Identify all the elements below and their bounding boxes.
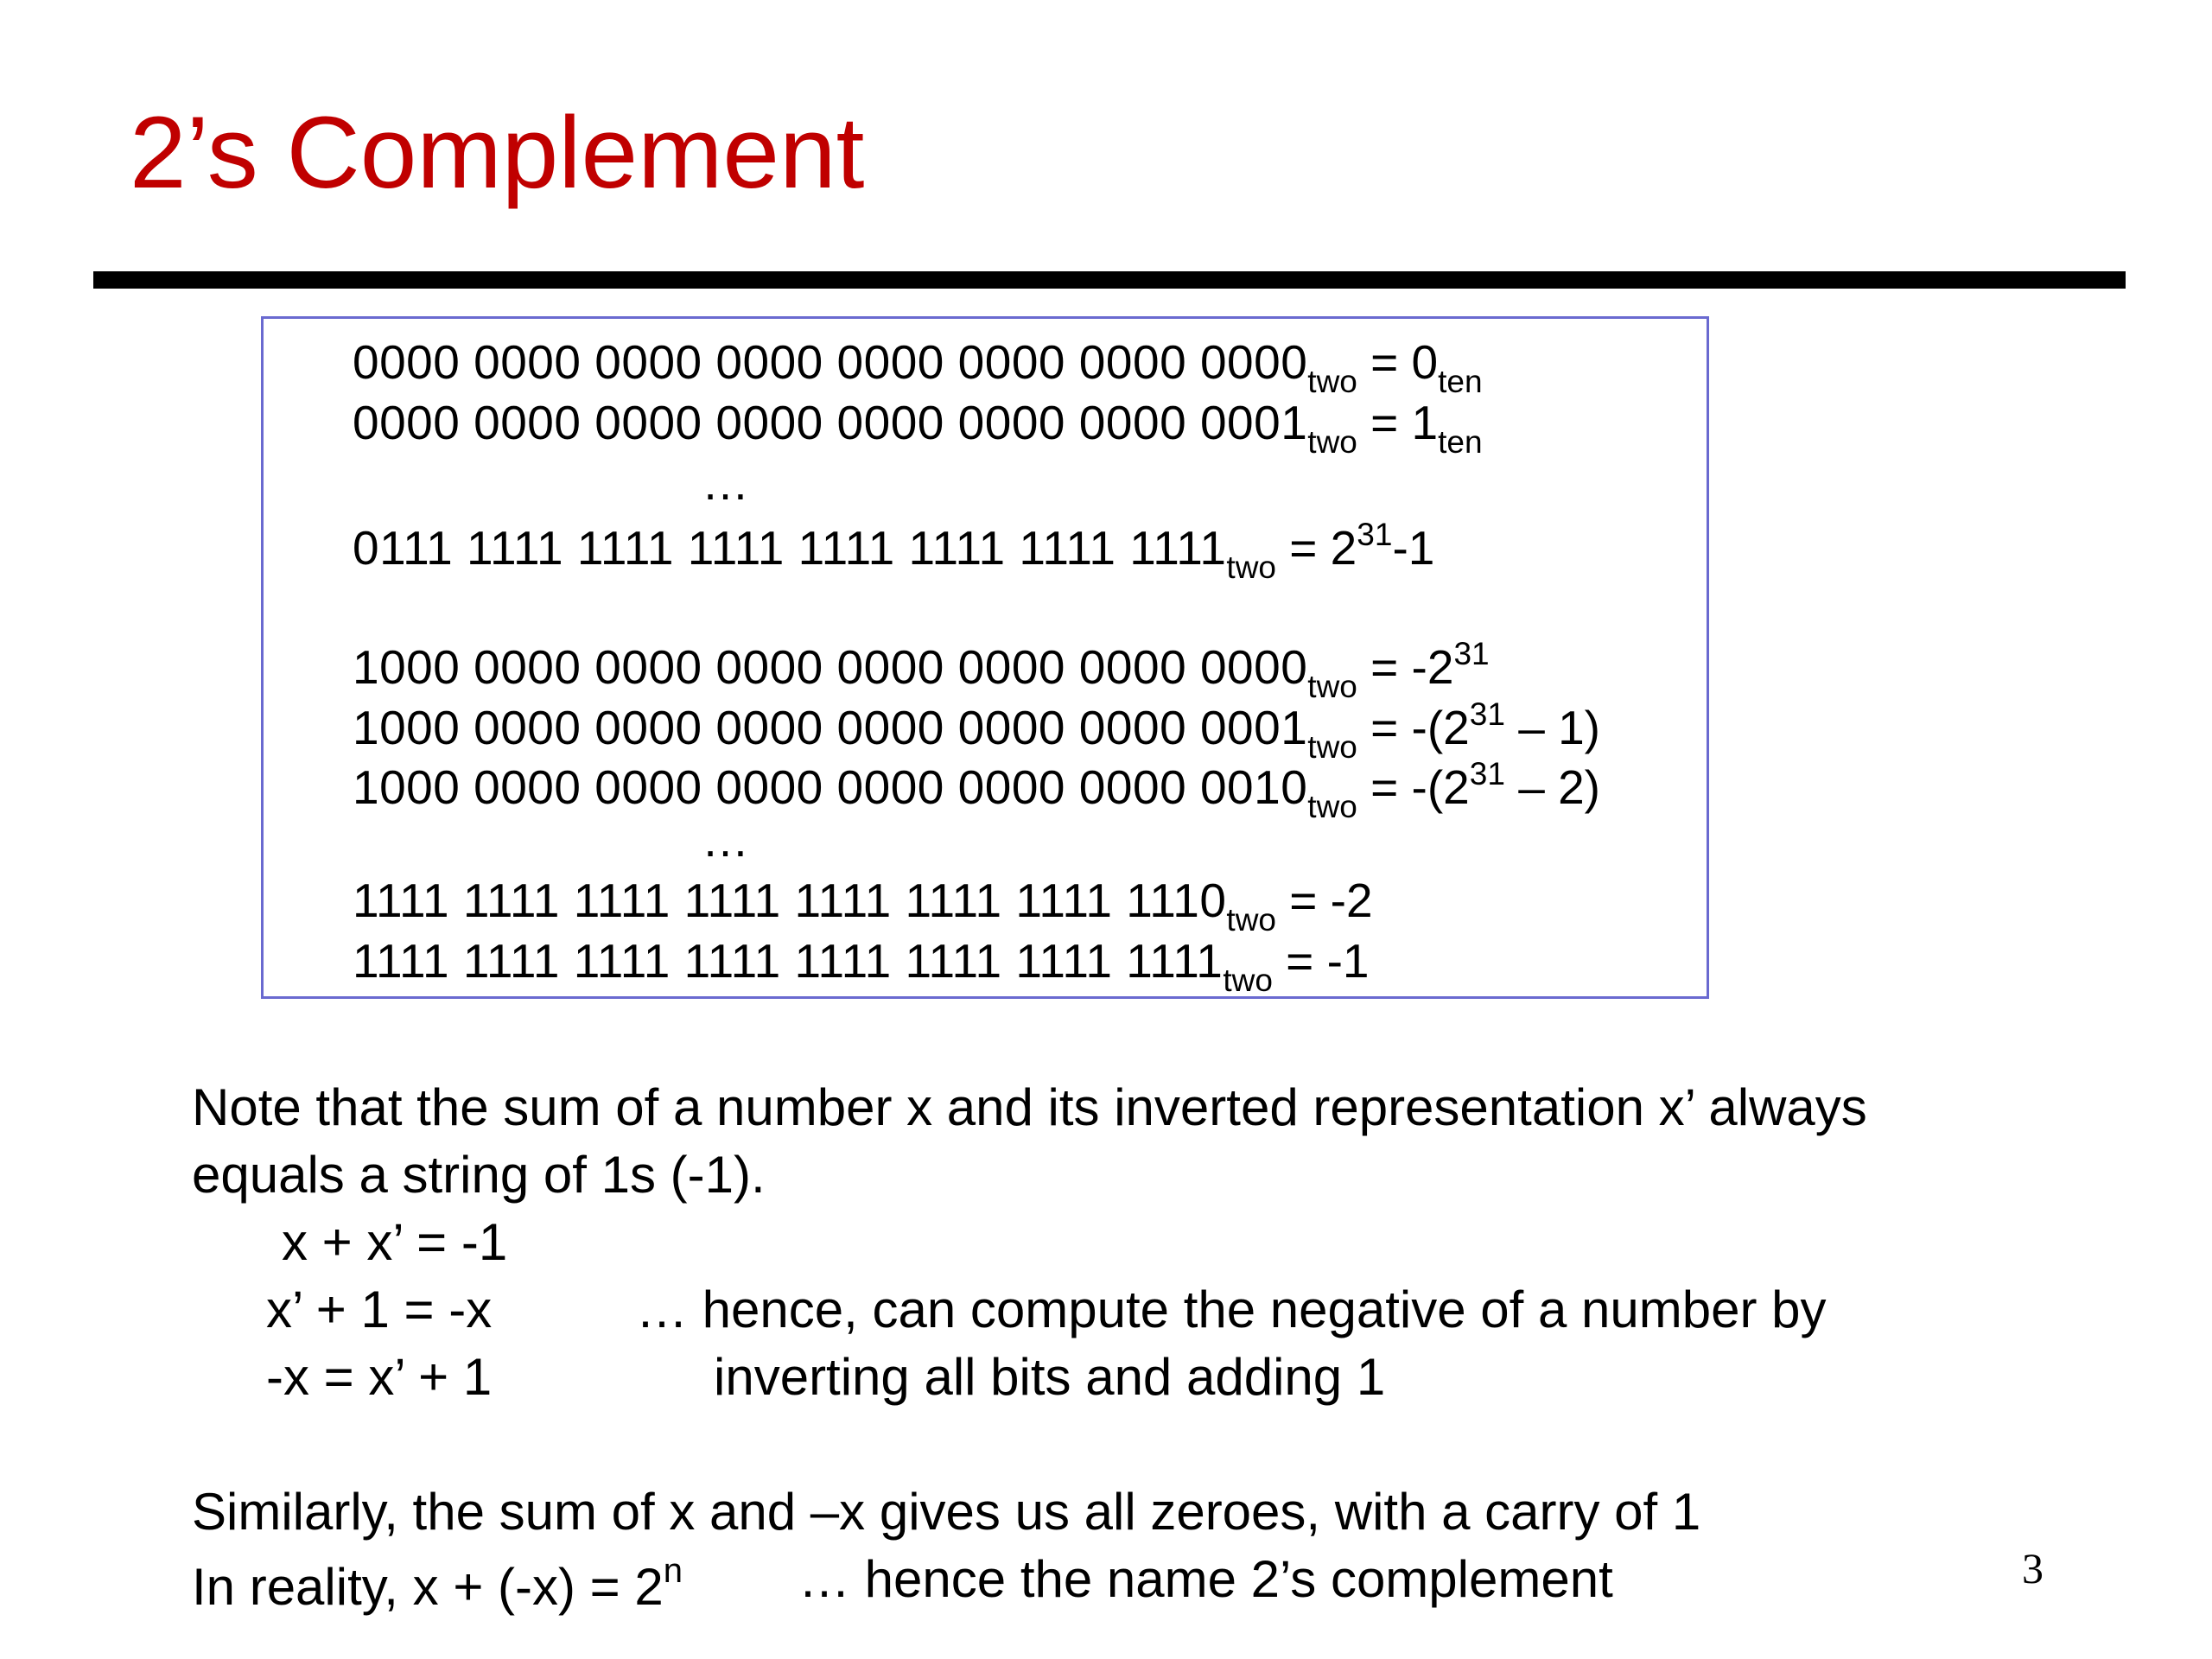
slide-title: 2’s Complement [130,96,865,210]
note-line: equals a string of 1s (-1). [192,1146,766,1204]
table-row [353,758,1600,823]
table-row [353,638,1490,702]
note-line [192,1552,683,1616]
reality-text: In reality, x + (-x) = 2 [192,1558,664,1616]
equation: = -(2 [1357,760,1470,814]
equation: = 0 [1357,335,1439,389]
superscript: 31 [1453,636,1490,671]
subscript: ten [1438,364,1483,399]
page-number: 3 [2022,1544,2044,1592]
bits: 0000 0000 0000 0000 0000 0000 0000 0000 [353,335,1308,389]
superscript: n [663,1552,683,1590]
subscript: two [1226,550,1276,585]
bits: 1111 1111 1111 1111 1111 1111 1111 1110 [353,874,1227,927]
bits: 0000 0000 0000 0000 0000 0000 0000 0001 [353,396,1308,449]
subscript: two [1307,424,1357,460]
subscript: ten [1438,424,1483,460]
bits: 1000 0000 0000 0000 0000 0000 0000 0001 [353,701,1308,754]
note-line: Note that the sum of a number x and its inverted representation x’ always [192,1078,1867,1136]
equation-comment: inverting all bits and adding 1 [714,1348,1386,1406]
superscript: 31 [1469,756,1505,791]
subscript: two [1223,963,1273,998]
equation: = 2 [1276,521,1357,575]
table-row [353,518,1434,583]
equation: = -2 [1357,640,1454,694]
equation-tail: -1 [1392,521,1435,575]
equation-line: x’ + 1 = -x [266,1281,493,1338]
bits: 1000 0000 0000 0000 0000 0000 0000 0000 [353,640,1308,694]
table-row [353,934,1370,998]
subscript: two [1307,789,1357,824]
bits: 1111 1111 1111 1111 1111 1111 1111 1111 [353,934,1224,988]
equation: = -(2 [1357,701,1470,754]
title-divider [93,271,2126,289]
equation-line: x + x’ = -1 [282,1213,508,1271]
table-row [353,335,1483,399]
subscript: two [1307,669,1357,704]
table-row [353,698,1600,763]
subscript: two [1307,364,1357,399]
table-row [353,396,1483,460]
equation: = -2 [1276,874,1373,927]
equation-line: -x = x’ + 1 [266,1348,493,1406]
ellipsis: … [702,456,749,510]
equation-tail: – 2) [1504,760,1600,814]
equation-tail: – 1) [1504,701,1600,754]
superscript: 31 [1469,696,1505,732]
note-line: Similarly, the sum of x and –x gives us all zeroes, with a carry of 1 [192,1483,1701,1541]
bits: 1000 0000 0000 0000 0000 0000 0000 0010 [353,760,1308,814]
equation: = -1 [1272,934,1370,988]
equation-comment: … hence the name 2’s complement [798,1550,1613,1608]
superscript: 31 [1357,517,1393,552]
equation-comment: … hence, can compute the negative of a number by [636,1281,1827,1338]
subscript: two [1307,729,1357,765]
bits: 0111 1111 1111 1111 1111 1111 1111 1111 [353,521,1227,575]
ellipsis: … [702,813,749,867]
table-row [353,874,1373,938]
equation: = 1 [1357,396,1439,449]
subscript: two [1226,902,1276,938]
